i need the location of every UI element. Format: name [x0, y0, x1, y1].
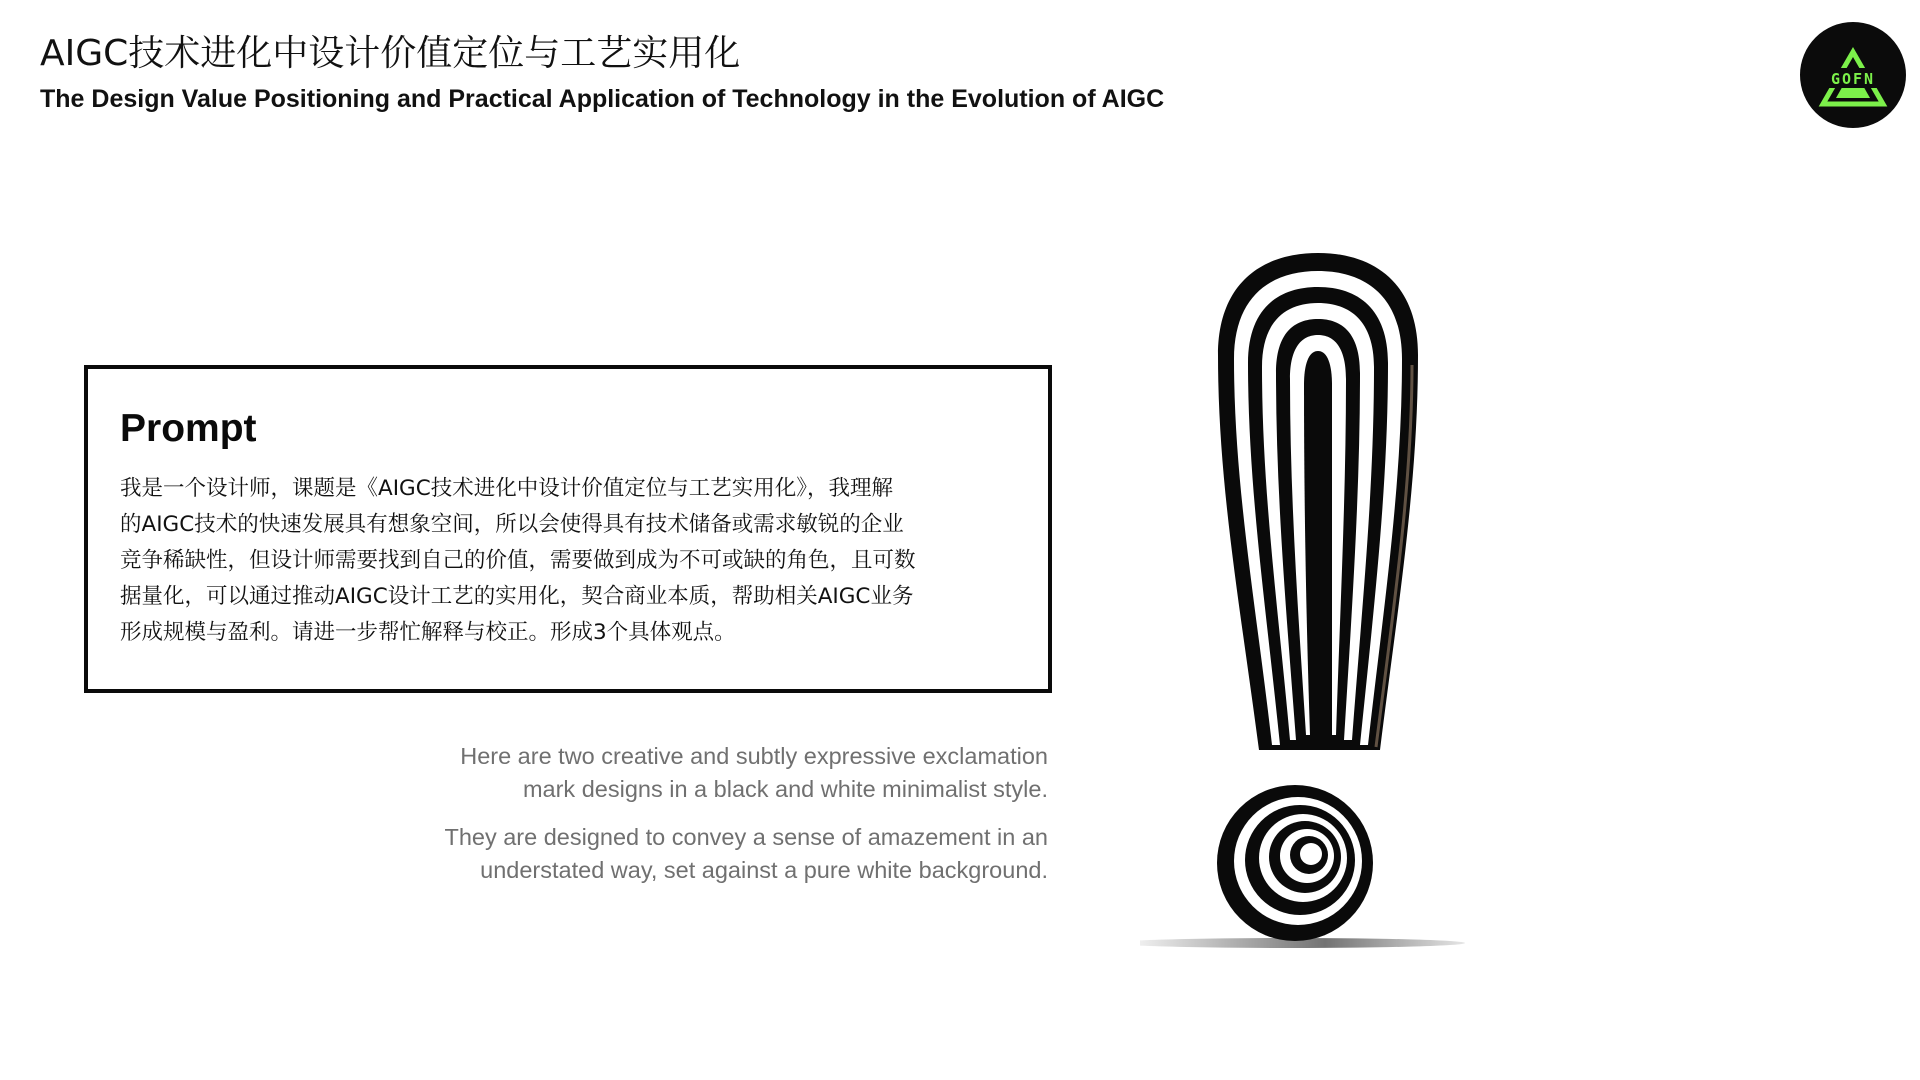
slide-header [40, 30, 1164, 116]
prompt-text [120, 471, 1020, 651]
prompt-heading: Prompt [120, 407, 257, 450]
gofn-logo [1800, 22, 1906, 128]
prompt-line: 竞争稀缺性，但设计师需要找到自己的价值，需要做到成为不可或缺的角色，且可数 [120, 548, 916, 573]
exclamation-artwork [1140, 235, 1560, 955]
prompt-line: 据量化，可以通过推动AIGC设计工艺的实用化，契合商业本质，帮助相关AIGC业务 [120, 584, 914, 609]
description-line: understated way, set against a pure white background. [480, 857, 1048, 883]
description-paragraph-2 [328, 821, 1048, 887]
logo-text: GOFN [1830, 70, 1876, 88]
slide-title-chinese: AIGC技术进化中设计价值定位与工艺实用化 [40, 33, 741, 74]
artwork-description [328, 740, 1048, 902]
prompt-line: 我是一个设计师，课题是《AIGC技术进化中设计价值定位与工艺实用化》，我理解 [120, 476, 893, 501]
slide-title-english: The Design Value Positioning and Practical Application of Technology in the Evolution of AIGC [40, 85, 1165, 113]
prompt-line: 形成规模与盈利。请进一步帮忙解释与校正。形成3个具体观点。 [120, 620, 736, 645]
description-line: Here are two creative and subtly expressive exclamation [460, 743, 1048, 769]
description-line: They are designed to convey a sense of amazement in an [444, 824, 1048, 850]
gofn-triangle-logo-icon [1800, 22, 1906, 128]
description-line: mark designs in a black and white minimalist style. [522, 776, 1048, 802]
prompt-box [84, 365, 1052, 693]
description-paragraph-1 [328, 740, 1048, 806]
prompt-line: 的AIGC技术的快速发展具有想象空间，所以会使得具有技术储备或需求敏锐的企业 [120, 512, 904, 537]
exclamation-mark-ribbon-icon [1140, 235, 1560, 955]
